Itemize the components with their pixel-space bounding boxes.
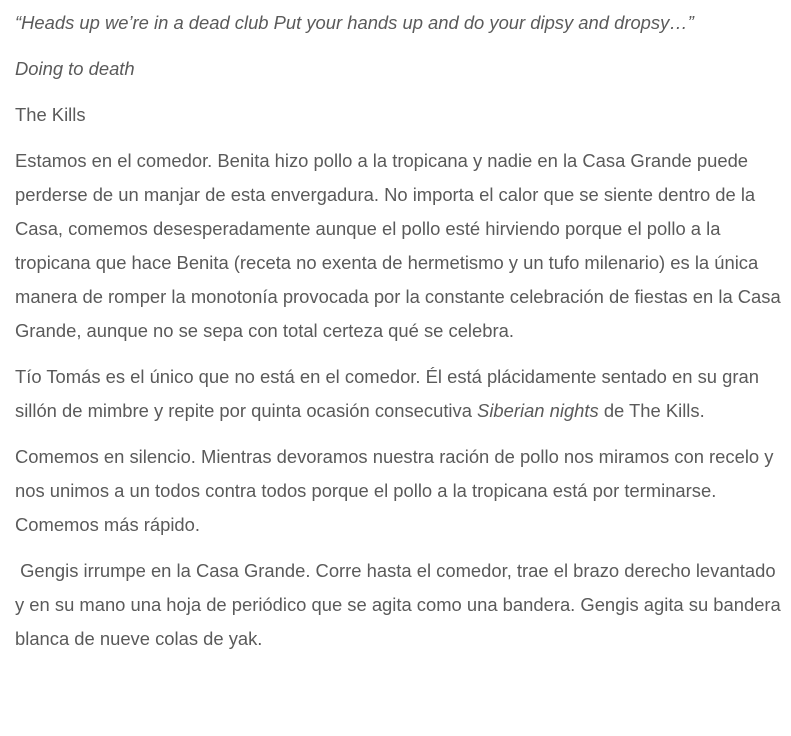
epigraph-quote: “Heads up we’re in a dead club Put your hands up and do your dipsy and dropsy…” (15, 12, 694, 33)
epigraph-song-title: Doing to death (15, 58, 135, 79)
song-title-siberian-nights: Siberian nights (477, 400, 599, 421)
paragraph-dining-room: Estamos en el comedor. Benita hizo pollo a la tropicana y nadie en la Casa Grande puede perderse de un manjar de esta envergadura. No importa el calor que se siente dentro de la Casa, comemos desesperadamente aunque el pollo esté hirviendo porque el pollo a la tropicana que hace Benita (receta no exenta de hermetismo y un tufo milenario) es la única manera de romper la monotonía provocada por la constante celebración de fiestas en la Casa Grande, aunque no se sepa con total certeza qué se celebra. (15, 150, 781, 341)
paragraph-uncle-tomas-ending: de The Kills. (598, 400, 705, 421)
paragraph-eating-silence: Comemos en silencio. Mientras devoramos nuestra ración de pollo nos miramos con recelo y nos unimos a un todos contra todos porque el pollo a la tropicana está por terminarse. Comemos más rápido. (15, 446, 774, 535)
epigraph-artist: The Kills (15, 104, 86, 125)
paragraph-uncle-tomas-text: Tío Tomás es el único que no está en el comedor. Él está plácidamente sentado en su gran sillón de mimbre y repite por quinta ocasión consecutiva (15, 366, 759, 421)
paragraph-uncle-tomas (15, 360, 783, 428)
paragraph-gengis: Gengis irrumpe en la Casa Grande. Corre hasta el comedor, trae el brazo derecho levantado y en su mano una hoja de periódico que se agita como una bandera. Gengis agita su bandera blanca de nueve colas de yak. (15, 560, 786, 649)
